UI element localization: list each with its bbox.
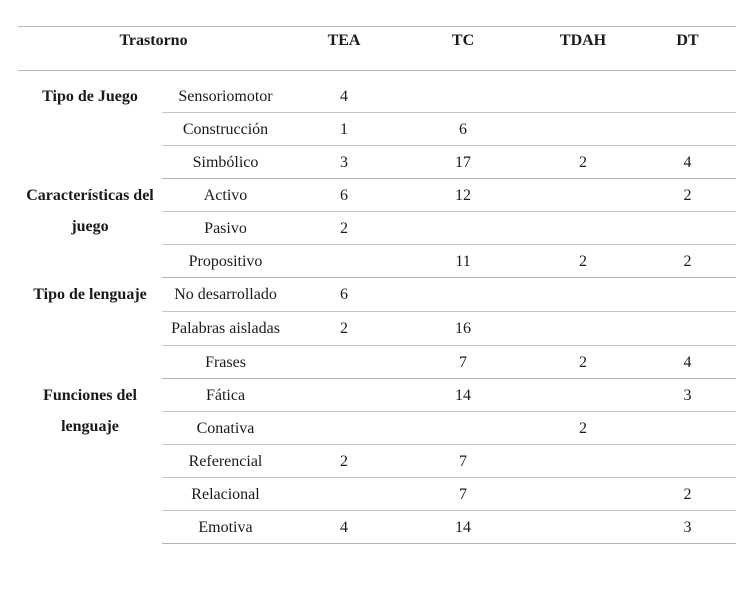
cell-dt: 3 — [639, 379, 736, 412]
cell-tdah — [527, 511, 639, 544]
row-label: Frases — [162, 346, 289, 379]
cell-tdah — [527, 379, 639, 412]
cell-tc — [399, 71, 527, 113]
cell-tdah — [527, 312, 639, 346]
row-label: Simbólico — [162, 146, 289, 179]
cell-tea: 2 — [289, 212, 399, 245]
trastorno-table — [18, 26, 736, 544]
row-label: Referencial — [162, 445, 289, 478]
cell-tea: 6 — [289, 179, 399, 212]
table-row — [18, 379, 736, 412]
cell-tc — [399, 278, 527, 312]
row-label: Propositivo — [162, 245, 289, 278]
cell-tea — [289, 478, 399, 511]
row-label: Activo — [162, 179, 289, 212]
table-row — [18, 179, 736, 212]
row-label: Construcción — [162, 113, 289, 146]
header-tc: TC — [399, 27, 527, 71]
cell-tea: 4 — [289, 71, 399, 113]
cell-dt — [639, 212, 736, 245]
cell-dt — [639, 312, 736, 346]
cell-tc: 7 — [399, 346, 527, 379]
cell-dt: 4 — [639, 346, 736, 379]
header-tdah: TDAH — [527, 27, 639, 71]
row-label: Pasivo — [162, 212, 289, 245]
row-label: Conativa — [162, 412, 289, 445]
cell-tea — [289, 412, 399, 445]
cell-tc: 14 — [399, 511, 527, 544]
cell-tdah: 2 — [527, 412, 639, 445]
row-label: Palabras aisladas — [162, 312, 289, 346]
row-label: Fática — [162, 379, 289, 412]
cell-tc: 7 — [399, 445, 527, 478]
category-tipo-de-juego: Tipo de Juego — [42, 88, 138, 105]
row-label: Emotiva — [162, 511, 289, 544]
cell-tc: 17 — [399, 146, 527, 179]
cell-tc — [399, 412, 527, 445]
cell-dt — [639, 445, 736, 478]
cell-tdah — [527, 478, 639, 511]
table-row — [18, 71, 736, 113]
cell-dt — [639, 71, 736, 113]
cell-tc: 11 — [399, 245, 527, 278]
cell-tea — [289, 346, 399, 379]
cell-tea: 6 — [289, 278, 399, 312]
cell-dt: 4 — [639, 146, 736, 179]
cell-dt — [639, 113, 736, 146]
cell-tea: 4 — [289, 511, 399, 544]
cell-tea: 3 — [289, 146, 399, 179]
cell-dt: 2 — [639, 179, 736, 212]
cell-tea — [289, 379, 399, 412]
cell-tc: 14 — [399, 379, 527, 412]
cell-tc — [399, 212, 527, 245]
header-trastorno: Trastorno — [18, 27, 289, 71]
cell-tea — [289, 245, 399, 278]
cell-tdah — [527, 71, 639, 113]
cell-tdah — [527, 445, 639, 478]
category-caracteristicas-del-juego: Características del juego — [26, 186, 154, 235]
cell-tdah: 2 — [527, 245, 639, 278]
table-row — [18, 278, 736, 312]
cell-dt: 2 — [639, 245, 736, 278]
cell-dt — [639, 278, 736, 312]
cell-tdah — [527, 113, 639, 146]
cell-tdah — [527, 179, 639, 212]
cell-tdah — [527, 278, 639, 312]
cell-dt: 2 — [639, 478, 736, 511]
cell-tea: 2 — [289, 445, 399, 478]
cell-dt — [639, 412, 736, 445]
header-dt: DT — [639, 27, 736, 71]
category-funciones-del-lenguaje: Funciones del lenguaje — [43, 386, 137, 435]
header-row — [18, 27, 736, 71]
cell-dt: 3 — [639, 511, 736, 544]
cell-tdah: 2 — [527, 346, 639, 379]
cell-tdah: 2 — [527, 146, 639, 179]
data-table — [18, 26, 736, 544]
row-label: Sensoriomotor — [162, 71, 289, 113]
cell-tea: 2 — [289, 312, 399, 346]
cell-tdah — [527, 212, 639, 245]
cell-tc: 16 — [399, 312, 527, 346]
cell-tc: 12 — [399, 179, 527, 212]
category-tipo-de-lenguaje: Tipo de lenguaje — [33, 285, 147, 303]
cell-tc: 6 — [399, 113, 527, 146]
row-label: No desarrollado — [162, 278, 289, 312]
cell-tc: 7 — [399, 478, 527, 511]
row-label: Relacional — [162, 478, 289, 511]
cell-tea: 1 — [289, 113, 399, 146]
header-tea: TEA — [289, 27, 399, 71]
